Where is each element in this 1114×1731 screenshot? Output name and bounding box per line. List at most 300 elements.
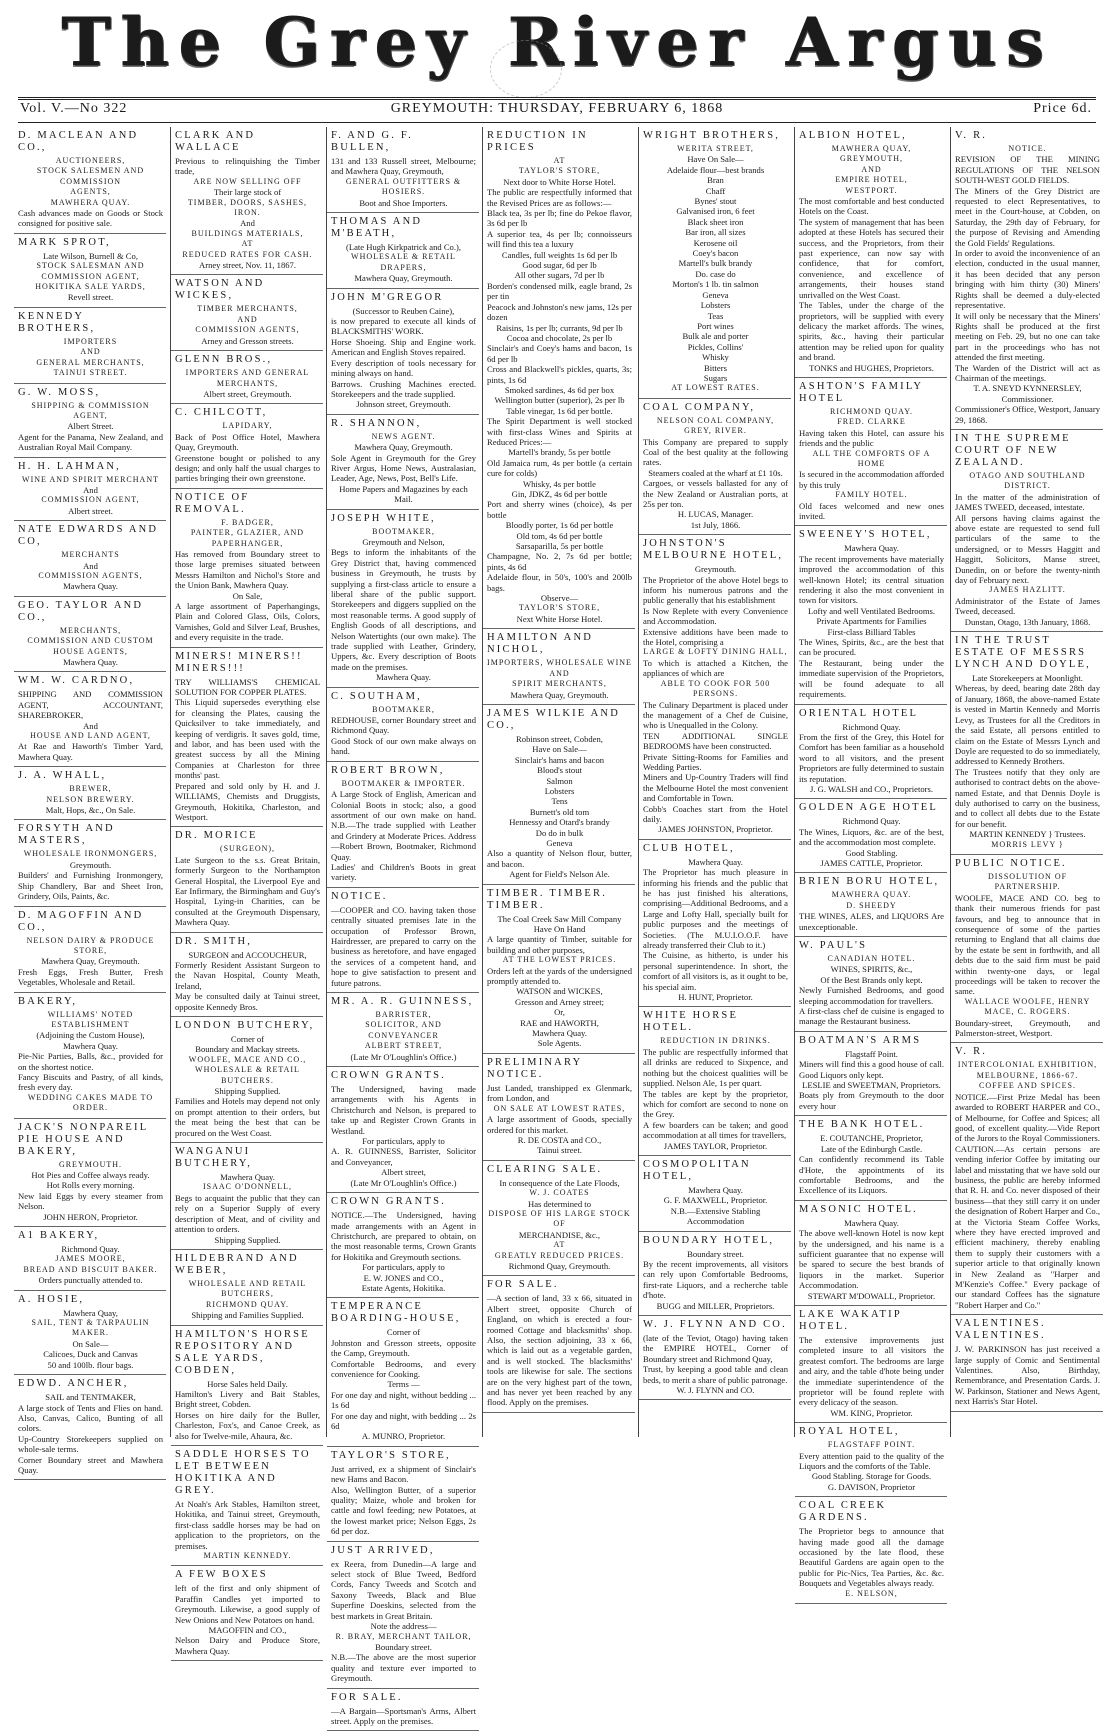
advertisement-line: The Trustees notify that they only are authorised to contract debts on the above-named Estate, and that Dennis Doyle is duly authorised to carry on the business, and to collect all debts due to the Estate for our benefit. [955,766,1100,829]
advertisement-heading: HAMILTON AND NICHOL, [487,632,594,656]
advertisement-line: FAMILY HOTEL. [835,490,908,500]
advertisement-line: Observe— [540,593,579,604]
advertisement [327,1447,479,1542]
advertisement-heading: ROBERT BROWN, [331,764,445,776]
advertisement-line: Burnett's old tom [529,806,590,817]
advertisement-line: Hamilton's Livery and Bait Stables, Bright street, Cobden. [175,1388,320,1410]
advertisement-line: Pie-Nic Parties, Balls, &c., provided for on the shortest notice. [18,1051,163,1072]
advertisement [795,1116,947,1200]
advertisement-line: MARTIN KENNEDY } Trustees. [969,829,1086,840]
advertisement-line: Tainui street. [537,1145,582,1156]
column-1 [14,127,166,1475]
advertisement-line: It will only be necessary that the Miners' Rights shall be produced at the first meeting on Feb. 29, but no one can take part in the proceedings who has not attended the first meeting. [955,310,1100,363]
advertisement-line: Formerly Resident Assistant Surgeon to the Navan Hospital, County Meath, Ireland, [175,959,320,991]
advertisement-line: The Warden of the District will act as Chairman of the meetings. [955,362,1100,383]
advertisement-line: WHOLESALE AND RETAIL [188,1278,307,1288]
advertisement-line: Richmond Quay. [61,1244,120,1255]
advertisement-line: Sugars [703,372,728,383]
advertisement-line: WESTPORT. [845,185,898,195]
advertisement-heading: GEO. TAYLOR AND CO., [18,599,144,623]
column-6 [794,127,947,1598]
advertisement-line: GREYMOUTH. [58,1159,123,1169]
advertisement-heading: G. W. MOSS, [18,386,101,398]
advertisement-heading: JUST ARRIVED, [331,1544,435,1556]
advertisement-line: MAWHERA QUAY. [831,890,912,900]
advertisement-line: Good Stabling. Storage for Goods. [811,1471,932,1482]
advertisement [639,399,791,535]
advertisement-heading: C. SOUTHAM, [331,690,422,702]
advertisement-heading: BOATMAN'S ARMS [799,1034,922,1046]
advertisement-line: Arney and Gresson streets. [201,335,294,346]
advertisement-line: Mawhera Quay, Greymouth. [354,442,453,453]
advertisement-line: Morton's 1 lb. tin salmon [672,279,759,290]
advertisement-line: Miners will find this a good house of call. Good Liquors only kept. [799,1059,944,1080]
advertisement-line: SHIPPING AND COMMISSION AGENT, ACCOUNTANT, SHAREBROKER, [18,689,163,721]
advertisement-line: Trust, by keeping a good table and clean beds, to merit a share of public patronage. [643,1364,788,1385]
advertisement-line: Blood's stout [537,765,582,776]
advertisement-line: SOLICITOR, AND CONVEYANCER [365,1020,442,1040]
advertisement-line: The public are respectfully informed that all drinks are reduced to Sixpence, and nothing but the choicest qualities will be supplied. Nelson Ale, 1s per quart. [643,1046,788,1089]
advertisement-line: BUGG and MILLER, Proprietors. [656,1300,775,1311]
advertisement [795,1423,947,1497]
advertisement [327,415,479,510]
advertisement-line: Bran [707,175,724,186]
advertisement-heading: JACK'S NONPAREIL PIE HOUSE AND BAKERY, [18,1121,148,1157]
advertisement-line: Galvanised iron, 6 feet [676,206,755,217]
advertisement-line: MERCHANTS, [216,378,279,388]
advertisement-line: Boundary-street, Greymouth, and Palmerston-street, Westport. [955,1017,1100,1039]
advertisement-line: Lofty and well Ventilated Bedrooms. [807,605,936,616]
advertisement-line: COMMISSION AGENT, [41,495,140,505]
advertisement [639,535,791,840]
advertisement-line: On Sale— [72,1338,109,1349]
advertisement-line: And [83,484,98,495]
advertisement-line: R. DE COSTA and CO., [517,1134,602,1145]
advertisement-heading: JOHNSTON'S MELBOURNE HOTEL, [643,538,784,562]
advertisement-heading: MINERS! MINERS!! MINERS!!! [175,650,303,674]
advertisement-heading: BAKERY, [18,995,78,1007]
advertisement [795,526,947,704]
advertisement-line: ISAAC O'DONNELL, [203,1182,292,1192]
advertisement-line: Cobb's Coaches start from the Hotel daily. [643,803,788,824]
advertisement-heading: TAYLOR'S STORE, [331,1449,451,1461]
advertisement-line: And [83,720,98,731]
advertisement-line: A superior tea, 4s per lb; connoisseurs will find this tea a luxury [487,228,632,250]
advertisement [171,489,323,648]
advertisement-line: Orders left at the yards of the undersigned promptly attended to. [487,965,632,987]
advertisement-line: ALL THE COMFORTS OF A HOME [812,448,931,468]
advertisement-line: The above well-known Hotel is now kept by the undersigned, and his name is a sufficient guarantee that no expense will be spared to secure the best brands of liquors in the market. Superior Accommodation. [799,1228,944,1291]
advertisement-line: INTERCOLONIAL EXHIBITION, MELBOURNE, 1866-67. [957,1060,1098,1080]
advertisement-line: Bulk ale and porter [682,331,749,342]
advertisement-line: WHOLESALE IRONMONGERS, [23,849,158,859]
advertisement-line: Boundary and Mackay streets. [195,1044,300,1055]
advertisement [171,351,323,404]
advertisement-line: Just Landed, transhipped ex Glenmark, from London, and [487,1082,632,1104]
advertisement-line: Corner of [230,1034,265,1044]
advertisement-line: R. BRAY, MERCHANT TAILOR, [335,1631,472,1641]
advertisement-heading: D. MAGOFFIN AND CO., [18,909,144,933]
advertisement-line: Late Surgeon to the s.s. Great Britain, formerly Surgeon to the Northampton General Hospital, the Liverpool Eye and Ear Infirmary, the Birmingham and Guy's Hospital, Lying-in Charities, can be consulted at the Greymouth Dispensary, Mawhera Quay. [175,854,320,928]
advertisement-line: The Proprietor has much pleasure in informing his friends and the public that he has just finished his alterations, comprising—Additional Bedrooms, and a Large and Lofty Hall, specially built for public purposes and the meetings of Societies. (The M.U.I.O.O.F. have already transferred their Club to it.) [643,867,788,951]
advertisement [14,820,166,906]
advertisement-line: Albert street. [68,505,113,516]
advertisement-line: CANADIAN HOTEL. [827,954,916,963]
advertisement-line: Hot Rolls every morning. [46,1180,135,1191]
advertisement-line: Barrows. Crushing Machines erected. Storekeepers and the trade supplied. [331,378,476,399]
advertisement-heading: CROWN GRANTS. [331,1070,446,1082]
advertisement-line: Horse Sales held Daily. [207,1378,288,1389]
advertisement-line: Horse Shoeing. Ship and Engine work. American and English Stoves repaired. [331,336,476,358]
advertisement [171,404,323,488]
advertisement-line: Dunstan, Otago, 13th January, 1868. [964,616,1091,627]
advertisement-line: Has removed from Boundary street to those large premises situated between Messrs Hamilton and Nichol's Store and the Union Bank, Mawhera Quay. [175,548,320,591]
advertisement-line: All persons having claims against the above estate are requested to send full particulars of the same to the undersigned, or to Messrs Haggitt and Haggitt, Solicitors, Manse street, Dunedin, on or before the twenty-ninth day of February next. [955,512,1100,586]
advertisement [171,127,323,275]
advertisement-line: Sinclair's and Coey's hams and bacon, 1s 6d per lb [487,343,632,364]
advertisement-heading: WM. W. CARDNO, [18,675,135,687]
advertisement-heading: LAKE WAKATIP HOTEL. [799,1308,902,1332]
advertisement-line: NELSON BREWERY. [46,794,135,804]
advertisement-line: LAPIDARY, [222,421,273,431]
advertisement-line: This Liquid supersedes everything else for cleansing the Plates, causing the Quicksilver to take immediately, and keeping of verdigris. It saves gold, time, and labor, and has been used with the greatest success by all the Mining Companies at Charleston for three months' past. [175,697,320,781]
advertisement-line: J. G. WALSH and CO., Proprietors. [809,783,933,794]
advertisement-line: TAYLOR'S STORE, [518,603,601,613]
advertisement-heading: SWEENEY'S HOTEL, [799,529,932,541]
advertisement-line: Borden's condensed milk, eagle brand, 2s per tin [487,280,632,302]
advertisement-heading: KENNEDY BROTHERS, [18,310,96,334]
advertisement-line: Shipping and Families Supplied. [191,1310,304,1321]
advertisement-line: Good sugar, 6d per lb [522,260,597,271]
advertisement-heading: NATE EDWARDS AND CO, [18,524,159,548]
column-5 [638,127,791,1437]
advertisement-line: Adelaide flour—best brands [666,164,765,175]
advertisement-line: ARE NOW SELLING OFF [193,176,302,186]
advertisement-line: TONKS and HUGHES, Proprietors. [809,362,934,373]
advertisement-line: NELSON COAL COMPANY, GREY, RIVER. [656,415,775,436]
advertisement-line: And [240,218,255,229]
advertisement-line: —COOPER and CO. having taken those centrally situated premises late in the occupation of Professor Brown, Hairdresser, are prepared to carry on the business as heretofore, and have engaged the services of a competent hand, and hope to give satisfaction to present and future patrons. [331,904,476,988]
advertisement-line: Just arrived, ex a shipment of Sinclair's new Hams and Bacon. [331,1463,476,1485]
advertisement-line: Mawhera Quay. [63,581,118,592]
advertisement-line: Late of the Edinburgh Castle. [820,1143,923,1154]
advertisement-heading: V. R. [955,130,988,141]
advertisement [14,672,166,767]
advertisement-line: REDUCED RATES FOR CASH. [182,249,313,259]
advertisement-line: A first-class chef de cuisine is engaged to manage the Restaurant business. [799,1006,944,1027]
advertisement-line: D. SHEEDY [846,900,897,910]
advertisement-line: Terms — [387,1379,420,1390]
advertisement-line: Estate Agents, Hokitika. [361,1282,446,1293]
column-7 [950,127,1103,1437]
advertisement-heading: HILDEBRAND AND WEBER, [175,1252,299,1276]
advertisement-line: Do. case do [695,268,736,279]
advertisement-heading: PUBLIC NOTICE. [955,857,1067,869]
advertisement-line: IMPORTERS AND GENERAL [185,368,310,378]
advertisement-line: MERCHANTS [61,550,120,560]
advertisement-line: WOOLFE, MACE AND CO. beg to thank their numerous friends for past favours, and beg to announce that in consequence of some of the parties returning to England that all claims due by the estate be sent in forthwith, and all debts due to the said firm must be paid within twenty-one days, or legal proceedings will be taken to recover the same. [955,892,1100,997]
advertisement-line: A. MUNRO, Proprietor. [361,1431,446,1442]
advertisement-line: All other sugars, 7d per lb [514,270,605,281]
advertisement [171,1326,323,1446]
dateline [18,101,1096,121]
advertisement-line: Mawhera Quay. [220,1172,275,1183]
advertisement-line: A large quantity of Timber, suitable for building and other purposes, [487,934,632,955]
advertisement-line: Whisky [702,352,729,363]
advertisement-heading: MARK SPROT, [18,236,111,248]
advertisement-line: Boundary street. [375,1641,432,1652]
advertisement-line: Late Wilson, Burnell & Co, [43,250,138,261]
advertisement-line: Old Jamaica rum, 4s per bottle (a certain cure for colds) [487,457,632,479]
advertisement-heading: REDUCTION IN PRICES [487,130,588,153]
advertisement-heading: CLEARING SALE. [487,1163,603,1175]
advertisement-line: Richmond Quay, Greymouth. [508,1260,611,1271]
advertisement-line: Greymouth. [69,859,112,870]
advertisement-line: Black tea, 3s per lb; fine do Pekoe flavor, 3s 6d per lb [487,208,632,229]
newspaper-title: The Grey River Argus [61,3,1053,81]
advertisement [795,1032,947,1116]
advertisement-line: SAIL, TENT & TARPAULIN MAKER. [31,1318,150,1338]
advertisement-line: AT LOWEST RATES. [671,383,760,393]
advertisement-heading: J. A. WHALL, [18,770,107,782]
advertisement [639,1007,791,1155]
advertisement-heading: COAL CREEK GARDENS. [799,1500,887,1524]
advertisement-line: Sole Agents. [537,1038,582,1049]
advertisement-line: Extensive additions have been made to the Hotel, comprising a [643,626,788,648]
advertisement-line: The Proprietor begs to announce that having made good all the damage occasioned by the late flood, these Beautiful Gardens are again open to the public for Pic-Nics, Tea Parties, &c. &c. Bouquets and Vegetables always ready. [799,1526,944,1589]
advertisement-heading: ALBION HOTEL, [799,130,907,141]
advertisement-line: BOOTMAKER, [372,526,435,536]
advertisement-line: OTAGO AND SOUTHLAND DISTRICT. [969,470,1086,491]
advertisement-line: Hot Pies and Coffee always ready. [31,1170,150,1180]
advertisement-line: is now prepared to execute all kinds of BLACKSMITHS' WORK. [331,316,476,337]
advertisement-line: May be consulted daily at Tainui street, opposite Kennedy Bros. [175,991,320,1012]
advertisement-line: Bitters [704,362,727,373]
advertisement-line: Richmond Quay. [842,721,901,732]
advertisement-line: A large stock of Tents and Flies on hand. Also, Canvas, Calico, Bunting of all colors. [18,1402,163,1434]
advertisement-heading: EDWD. ANCHER, [18,1378,129,1390]
advertisement-line: E. COUTANCHE, Proprietor, [820,1133,923,1144]
advertisement [327,993,479,1067]
advertisement-heading: TIMBER. TIMBER. TIMBER. [487,887,608,911]
advertisement-line: G. DAVISON, Proprietor [827,1481,916,1492]
advertisement-line: AT [553,1240,566,1250]
advertisement-line: Orders punctually attended to. [38,1275,143,1286]
advertisement-line: Cargoes, or vessels ballasted for any of the New Zealand or Australian ports, at 25s per ton. [643,478,788,509]
advertisement-line: Old tom, 4s 6d per bottle [516,530,603,541]
advertisement-line: The Wines, Liquors, &c. are of the best, and the accommodation most complete. [799,826,944,848]
advertisement-line: Mawhera Quay, Greymouth. [354,273,453,284]
advertisement-heading: GLENN BROS., [175,354,273,366]
advertisement-line: Begs to inform the inhabitants of the Grey District that, having commenced business in Greymouth, he trusts by supplying a first-class article to ensure a liberal share of the public support. Storekeepers and diggers supplied on the most reasonable terms. A good supply of English Goods of all descriptions, and Nelson Watertights (our own make). The trade supplied with Leather, Grindery, Uppers, &c. Every description of Boots made on the premises. [331,547,476,672]
advertisement-line: H. LUCAS, Manager. [677,509,754,520]
advertisement-line: Ladies' and Children's Boots in great variety. [331,861,476,883]
advertisement-line: Coey's bacon [692,248,739,259]
advertisement-line: Cross and Blackwell's pickles, quarts, 3s; pints, 1s 6d [487,364,632,385]
advertisement-line: Of the Best Brands only kept. [820,974,923,985]
advertisement-line: MORRIS LEVY } [991,839,1064,849]
advertisement-heading: CROWN GRANTS. [331,1196,446,1208]
advertisement-line: Mawhera Quay, [63,1307,118,1318]
advertisement [14,384,166,458]
advertisement-line: ex Reera, from Dunedin—A large and select stock of Blue Tweed, Bedford Cords, Fancy Tweeds and Scotch and Saxony Tweeds, Black and Blue Superfine Doeskins, selected from the best markets in Great Britain. [331,1558,476,1621]
advertisement [639,840,791,1008]
advertisement-line: COFFEE AND SPICES. [979,1081,1076,1091]
advertisement-line: Mawhera Quay. [688,856,743,867]
advertisement-line: AND [237,314,258,324]
advertisement-line: FLAGSTAFF POINT. [827,1440,916,1450]
advertisement-line: The system of management that has been adopted at these Hotels has secured their success, and the Proprietors, from their past experience, can now say with confidence, that for comfort, convenience, and excellence of arrangements, their houses stand unrivalled on the West Coast. [799,216,944,300]
advertisement-line: ALBERT STREET, [364,1041,443,1051]
advertisement-line: Raisins, 1s per lb; currants, 9d per lb [496,322,623,333]
advertisement-line: AT [241,239,254,249]
place-and-date: GREYMOUTH: THURSDAY, FEBRUARY 6, 1868 [390,101,724,116]
advertisement-line: MAWHERA QUAY. [50,197,131,207]
advertisement-line: WHOLESALE & RETAIL DRAPERS, [351,252,456,272]
advertisement-line: Can confidently recommend its Table d'Hote, the appointments of its comfortable Bedrooms, and the Excellence of its Liquors. [799,1154,944,1196]
advertisement-line: AUCTIONEERS, [55,156,126,165]
advertisement-line: DISPOSE OF HIS LARGE STOCK OF [488,1208,631,1229]
advertisement-line: TRY WILLIAMS'S CHEMICAL SOLUTION FOR COPPER PLATES. [175,676,320,698]
advertisement-line: Shipping Supplied. [214,1234,281,1245]
advertisement-line: Flagstaff Point. [845,1048,898,1059]
advertisement-line: A large assortment of Paperhangings, Plain and Colored Glass, Oils, Colors, Varnishes, Gold and Silver Leaf, Brushes, and every requisite in the trade. [175,601,320,643]
advertisement-line: AGENTS, [70,187,111,197]
advertisement-line: BUTCHERS, [221,1289,274,1299]
advertisement-line: At Noah's Ark Stables, Hamilton street, Hokitika, and Tainui street, Greymouth, first-class saddle horses may be had on application to the proprietors, on the premises. [175,1498,320,1551]
advertisement-line: RICHMOND QUAY. [830,406,913,416]
advertisement-line: Next White Horse Hotel. [516,613,603,624]
advertisement-line: In consequence of the Late Floods, [499,1177,620,1188]
advertisement-line: Nelson Dairy and Produce Store, Mawhera Quay. [175,1635,320,1656]
advertisement-line: Greymouth. [694,564,737,575]
advertisement-line: Port and sherry wines (choice), 4s per bottle [487,499,632,520]
advertisement-line: The Miners of the Grey District are requested to elect Representatives, to meet in the Court-house, at Cobden, on Saturday, the 29th day of February, for the purpose of Revising and Amending the Gold Fields' Regulations. [955,185,1100,248]
advertisement-line: Peacock and Johnston's new jams, 12s per dozen [487,301,632,323]
advertisement-line: 131 and 133 Russell street, Melbourne; and Mawhera Quay, Greymouth, [331,156,476,177]
advertisement [795,127,947,378]
advertisement-line: BREWER, [69,784,112,794]
advertisement-line: In order to avoid the inconvenience of an election, conducted in the usual manner, it has been decided that any person bringing with him thirty (30) Miners' Rights shall be deemed a duly-elected representative. [955,248,1100,311]
advertisement-heading: THOMAS AND M'BEATH, [331,216,423,240]
advertisement-line: ABLE TO COOK FOR 500 PERSONS. [660,678,771,699]
advertisement-line: Also, Wellington Butter, of a superior quality; Maize, whole and broken for cattle and fowl feeding; new Potatoes, at the lowest market price; Nelson Eggs, 2s 6d per doz. [331,1484,476,1537]
advertisement-line: Mawhera Quay. [844,1217,899,1228]
advertisement-line: For particulars, apply to [362,1136,445,1147]
advertisement-line: Boats ply from Greymouth to the door every hour [799,1090,944,1111]
advertisement-line: RICHMOND QUAY. [206,1299,289,1309]
advertisement-heading: HAMILTON'S HORSE REPOSITORY AND SALE YARDS, COBDEN, [175,1328,310,1376]
advertisement-line: Arney street, Nov. 11, 1867. [199,260,296,271]
advertisement-line: Have On Hand [533,924,586,934]
advertisement-line: The most comfortable and best conducted Hotels on the Coast. [799,196,944,217]
advertisement-line: Corner of [386,1327,421,1338]
advertisement-line: New laid Eggs by every steamer from Nelson. [18,1190,163,1212]
advertisement-line: Has determined to [527,1198,591,1209]
advertisement-line: E. W. JONES and CO., [363,1272,444,1283]
advertisement [327,289,479,415]
advertisement-line: HOUSE AND LAND AGENT, [30,731,151,741]
advertisement-line: RAE and HAWORTH, [520,1017,599,1028]
advertisement-heading: A. HOSIE, [18,1293,85,1305]
advertisement-line: Martell's bulk brandy [678,258,753,269]
advertisement-heading: D. MACLEAN AND CO., [18,130,139,153]
advertisement-line: Agent for Field's Nelson Ale. [509,869,610,880]
advertisement [327,127,479,213]
advertisement-line: Old faces welcomed and new ones invited. [799,500,944,521]
advertisement-line: BOOTMAKER & IMPORTER. [341,778,466,788]
advertisement [327,888,479,993]
advertisement-line: Begs to acquaint the public that they can rely on a Superior Supply of every description of Meat, and of civility and attention to orders. [175,1192,320,1235]
advertisement-heading: BRIEN BORU HOTEL, [799,876,940,888]
advertisement-line: Lobsters [544,785,575,796]
advertisement-heading: H. H. LAHMAN, [18,460,121,472]
advertisement-line: Commissioner's Office, Westport, January 29, 1868. [955,404,1100,425]
advertisement-line: NEWS AGENT. [371,431,436,441]
advertisement-line: JAMES TAYLOR, Proprietor. [663,1140,768,1151]
advertisement-line: The Proprietor of the above Hotel begs to inform his numerous patrons and the public generally that his establishment [643,574,788,606]
advertisement-heading: V. R. [955,1046,988,1058]
advertisement-heading: W. PAUL'S [799,940,868,951]
advertisement-line: Administrator of the Estate of James Tweed, deceased. [955,595,1100,617]
advertisement [14,1227,166,1291]
advertisement-line: HOKITIKA SALE YARDS, [35,282,146,292]
advertisement-line: SURGEON and ACCOUCHEUR, [188,949,307,960]
royal-seal-icon [490,40,562,98]
advertisement [327,1542,479,1689]
advertisement-line: WERITA STREET, [677,144,754,153]
advertisement-line: PAINTER, GLAZIER, AND PAPERHANGER, [190,528,305,548]
advertisement [171,827,323,932]
advertisement-heading: BOUNDARY HOTEL, [643,1234,775,1246]
advertisement-line: Adelaide flour, in 50's, 100's and 200lb bags. [487,572,632,593]
advertisement-line: Johnston and Gresson streets, opposite the Camp, Greymouth. [331,1337,476,1359]
advertisement-line: Greymouth and Nelson, [362,536,445,547]
advertisement-line: Wellington butter (superior), 2s per lb [494,395,625,406]
advertisement-line: Mawhera Quay. [376,672,431,683]
advertisement-line: Revell street. [67,292,114,303]
advertisement [171,648,323,828]
advertisement-line: Is Now Replete with every Convenience and Accommodation. [643,605,788,627]
advertisement-line: Bar iron, all sizes [685,227,746,238]
advertisement-line: Teas [707,310,724,321]
advertisement-line: WEDDING CAKES MADE TO ORDER. [27,1092,154,1113]
advertisement [171,933,323,1017]
advertisement-line: Their large stock of [213,187,282,198]
advertisement [639,1316,791,1400]
advertisement-line: Sinclair's hams and bacon [514,754,605,765]
advertisement-line: Newly Furnished Bedrooms, and good sleeping accommodation for travellers. [799,985,944,1006]
advertisement-heading: ROYAL HOTEL, [799,1426,900,1438]
advertisement-heading: ASHTON'S FAMILY HOTEL [799,380,923,404]
advertisement-heading: VALENTINES. VALENTINES. [955,1318,1046,1342]
advertisement [171,1143,323,1250]
advertisement [14,127,166,234]
advertisement-line: Also a quantity of Nelson flour, butter, and bacon. [487,848,632,869]
advertisement-line: The Cuisine, as hitherto, is under his personal superintendence. In short, the comfort of all visitors is, as it ought to be, his special aim. [643,950,788,992]
advertisement-line: Malt, Hops, &c., On Sale. [45,805,136,816]
advertisement [14,308,166,384]
advertisement-heading: THE BANK HOTEL. [799,1119,925,1131]
advertisement-line: From the first of the Grey, this Hotel for Comfort has been familiar as a household word to all visitors, and the present Proprietors are fully determined to sustain its reputation. [799,731,944,784]
column-4 [482,127,635,1437]
advertisement-line: GENERAL MERCHANTS, [36,357,145,367]
advertisement-line: TIMBER, DOORS, SASHES, IRON. [187,197,308,218]
advertisement-line: STOCK SALESMAN AND COMMISSION AGENT, [36,261,145,281]
advertisement-line: Every description of tools necessary for mining always on hand. [331,357,476,379]
advertisement-line: TAYLOR'S STORE, [518,166,601,176]
advertisement-heading: R. SHANNON, [331,417,422,429]
